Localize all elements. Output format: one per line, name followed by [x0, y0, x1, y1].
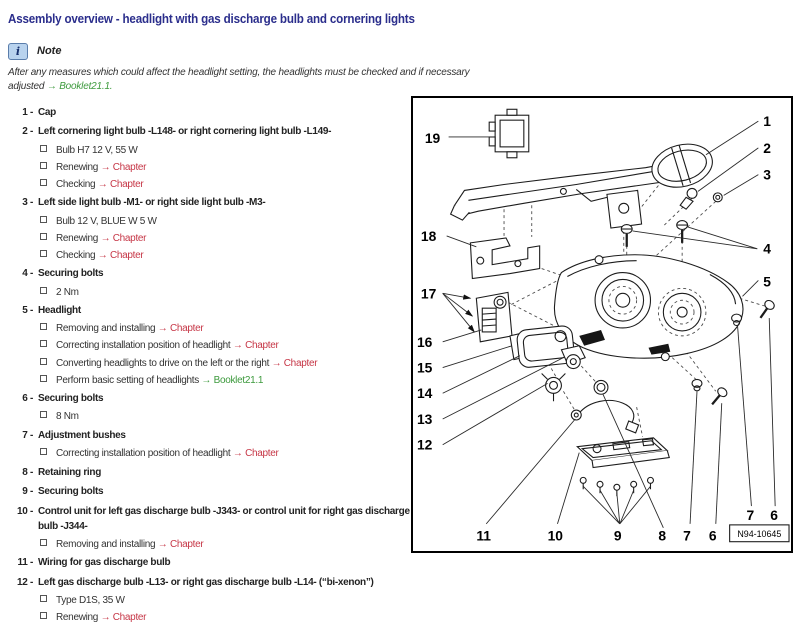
callout-7: 7 — [683, 527, 691, 544]
sub-text: Converting headlights to drive on the left or the right — [56, 357, 270, 369]
booklet-link[interactable]: → Booklet21.1 — [201, 374, 264, 386]
list-item — [8, 265, 410, 285]
page-title: Assembly overview - headlight with gas discharge bulb and cornering lights — [8, 12, 415, 26]
list-item — [8, 483, 410, 503]
note-label: Note — [37, 45, 62, 57]
sub-text: Type D1S, 35 W — [56, 595, 125, 607]
square-bullet — [40, 179, 47, 186]
exploded-diagram — [413, 98, 791, 551]
list-item — [8, 301, 410, 321]
item-sub-row — [8, 372, 410, 389]
headlight-housing — [554, 255, 743, 361]
booklet-link[interactable]: → Booklet21.1. — [46, 80, 113, 92]
bulb-holder — [561, 346, 585, 369]
square-bullet — [40, 595, 47, 602]
sub-text: Renewing — [56, 161, 99, 173]
chapter-link[interactable]: → Chapter — [100, 161, 147, 173]
chapter-link[interactable]: → Chapter — [232, 448, 279, 460]
sub-text: Bulb H7 12 V, 55 W — [56, 144, 138, 156]
chapter-link[interactable]: → Chapter — [97, 178, 144, 190]
wiring-harness — [571, 400, 638, 432]
callout-5: 5 — [763, 273, 771, 290]
parts-list — [8, 103, 410, 627]
callout-11: 11 — [476, 527, 491, 544]
list-item — [8, 389, 410, 409]
item-sub-row — [8, 177, 410, 194]
item-sub-row — [8, 593, 410, 610]
note-text — [8, 66, 494, 93]
item-sub-row — [8, 142, 410, 159]
item-label: Left cornering light bulb -L148- or right cornering light bulb -L149- — [38, 126, 332, 138]
list-item — [8, 426, 410, 446]
item-sub-row — [8, 610, 410, 627]
chapter-link[interactable]: → Chapter — [97, 249, 144, 261]
sub-text: Correcting installation position of headlight — [56, 448, 231, 460]
square-bullet — [40, 539, 47, 546]
item-sub-row — [8, 321, 410, 338]
item-label: Retaining ring — [38, 466, 102, 478]
item-sub-row — [8, 409, 410, 426]
item-label: Left side light bulb -M1- or right side light bulb -M3- — [38, 197, 266, 209]
item-sub-row — [8, 230, 410, 247]
item-number: 8 - — [22, 466, 33, 478]
item-number: 5 - — [22, 305, 33, 316]
sub-text: 8 Nm — [56, 411, 79, 423]
square-bullet — [40, 612, 47, 619]
sub-text: Bulb 12 V, BLUE W 5 W — [56, 215, 157, 227]
item-number: 10 - — [16, 506, 33, 517]
mounting-bracket — [470, 238, 539, 279]
callout-15: 15 — [416, 359, 433, 376]
note-body: After any measures which could affect the headlight setting, the headlights must be checked and if necessary adjusted — [8, 67, 470, 92]
item-number: 12 - — [16, 576, 33, 588]
item-sub-row — [8, 355, 410, 372]
securing-nut — [713, 193, 722, 202]
item-label: Securing bolts — [38, 393, 104, 405]
callout-6: 6 — [708, 527, 717, 544]
figure-number-box — [730, 525, 789, 542]
item-number: 7 - — [22, 429, 33, 441]
figure-number: N94-10645 — [737, 528, 782, 539]
callout-1: 1 — [763, 113, 771, 130]
item-label: Control unit for left gas discharge bulb -J343- or control unit for right gas discharge bulb -J344- — [38, 506, 410, 532]
item-number: 6 - — [22, 393, 33, 405]
note-header — [8, 43, 800, 59]
item-sub-row — [8, 537, 410, 554]
square-bullet — [40, 358, 47, 365]
list-item — [8, 463, 410, 483]
callout-19: 19 — [424, 129, 441, 146]
sub-text: Checking — [56, 178, 96, 190]
callout-2: 2 — [763, 139, 771, 156]
item-label: Wiring for gas discharge bulb — [38, 557, 171, 569]
item-number: 9 - — [22, 486, 33, 498]
sub-text: Checking — [56, 249, 96, 261]
item-sub-row — [8, 248, 410, 265]
item-sub-row — [8, 213, 410, 230]
sub-text: 2 Nm — [56, 286, 79, 298]
grommet-bottom — [692, 379, 702, 390]
callout-6b: 6 — [770, 506, 778, 523]
list-item — [8, 502, 410, 536]
item-sub-row — [8, 446, 410, 463]
callout-12: 12 — [416, 436, 433, 453]
list-item — [8, 554, 410, 574]
item-label: Adjustment bushes — [38, 429, 126, 441]
sub-text: Correcting installation position of headlight — [56, 340, 231, 352]
callout-3: 3 — [763, 166, 771, 183]
item-number: 4 - — [22, 268, 33, 280]
callout-10: 10 — [547, 527, 563, 544]
list-item — [8, 103, 410, 123]
square-bullet — [40, 287, 47, 294]
callout-14: 14 — [416, 385, 433, 402]
sub-text: Renewing — [56, 612, 99, 624]
list-item — [8, 194, 410, 214]
square-bullet — [40, 162, 47, 169]
item-label: Cap — [38, 106, 56, 118]
control-module — [489, 109, 529, 157]
callout-9: 9 — [613, 527, 622, 544]
chapter-link[interactable]: → Chapter — [271, 357, 318, 369]
item-sub-row — [8, 284, 410, 301]
callout-16: 16 — [416, 333, 433, 350]
ballast-control-unit — [577, 438, 669, 468]
screw-bottom — [708, 386, 728, 408]
cornering-bulb — [680, 188, 697, 209]
sub-text: Renewing — [56, 232, 99, 244]
sub-text: Removing and installing — [56, 538, 156, 550]
item-number: 1 - — [22, 106, 33, 118]
chapter-link[interactable]: → Chapter — [232, 340, 279, 352]
gas-discharge-bulb — [542, 373, 566, 401]
callout-8: 8 — [658, 527, 667, 544]
sub-text: Removing and installing — [56, 323, 156, 335]
square-bullet — [40, 448, 47, 455]
chapter-link[interactable]: → Chapter — [157, 323, 204, 335]
screw-right — [756, 299, 776, 321]
callout-7b: 7 — [746, 506, 755, 523]
item-sub-row — [8, 338, 410, 355]
list-item — [8, 123, 410, 143]
sub-text: Perform basic setting of headlights — [56, 374, 199, 386]
item-label: Left gas discharge bulb -L13- or right gas discharge bulb -L14- (“bi-xenon”) — [38, 576, 374, 588]
square-bullet — [40, 216, 47, 223]
chapter-link[interactable]: → Chapter — [100, 612, 147, 624]
square-bullet — [40, 233, 47, 240]
item-number: 11 - — [17, 557, 33, 569]
item-sub-row — [8, 159, 410, 176]
info-icon: i — [8, 43, 28, 60]
item-number: 2 - — [22, 126, 33, 138]
square-bullet — [40, 145, 47, 152]
retaining-ring — [594, 380, 608, 394]
list-item — [8, 573, 410, 593]
chapter-link[interactable]: → Chapter — [100, 232, 147, 244]
callout-17: 17 — [420, 285, 437, 302]
square-bullet — [40, 340, 47, 347]
square-bullet — [40, 250, 47, 257]
square-bullet — [40, 375, 47, 382]
bracket-connector — [476, 292, 512, 341]
square-bullet — [40, 411, 47, 418]
item-number: 3 - — [22, 197, 33, 209]
callout-18: 18 — [420, 227, 437, 244]
item-label: Headlight — [38, 305, 81, 316]
item-label: Securing bolts — [38, 268, 104, 280]
item-label: Securing bolts — [38, 486, 104, 498]
diagram-panel — [411, 96, 793, 553]
callout-13: 13 — [416, 410, 433, 427]
chapter-link[interactable]: → Chapter — [157, 538, 204, 550]
callout-4: 4 — [763, 240, 771, 257]
square-bullet — [40, 323, 47, 330]
